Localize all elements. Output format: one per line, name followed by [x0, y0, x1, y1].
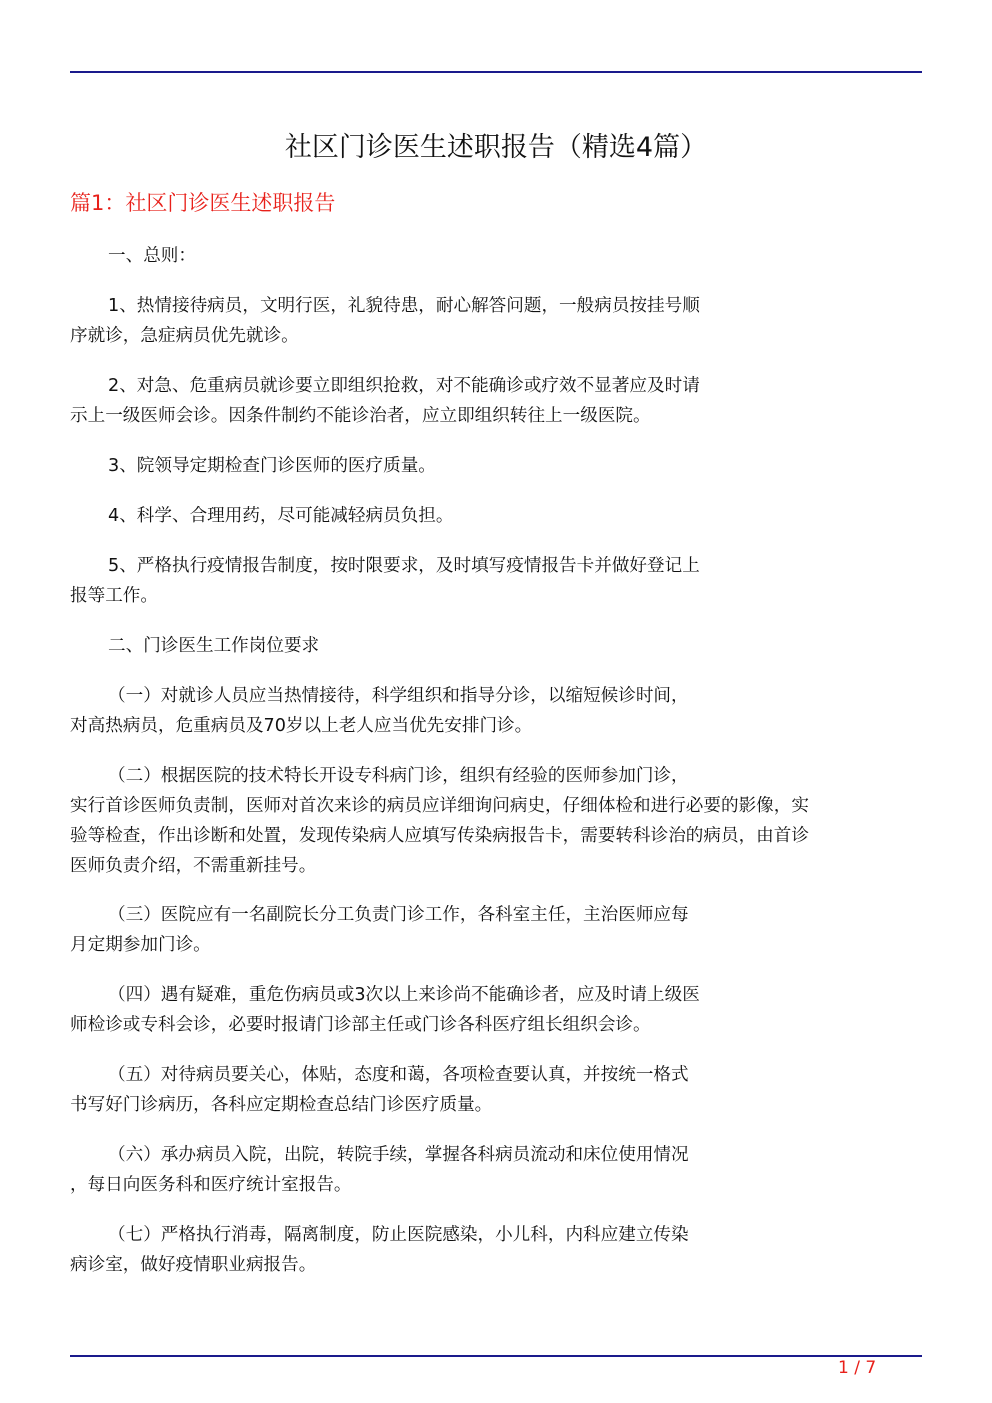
paragraph-line: 1、热情接待病员，文明行医，礼貌待患，耐心解答问题，一般病员按挂号顺	[108, 296, 700, 316]
paragraph	[70, 631, 930, 661]
paragraph-line: 师检诊或专科会诊，必要时报请门诊部主任或门诊各科医疗组长组织会诊。	[70, 1015, 651, 1035]
paragraph	[70, 1060, 930, 1120]
paragraph-line: 病诊室，做好疫情职业病报告。	[70, 1255, 317, 1275]
paragraph-line: 5、严格执行疫情报告制度，按时限要求，及时填写疫情报告卡并做好登记上	[108, 556, 700, 576]
paragraph-line: 医师负责介绍，不需重新挂号。	[70, 856, 317, 876]
paragraph-line: 书写好门诊病历，各科应定期检查总结门诊医疗质量。	[70, 1095, 493, 1115]
paragraph-line: （七）严格执行消毒，隔离制度，防止医院感染，小儿科，内科应建立传染	[108, 1225, 689, 1245]
paragraph-line: 二、门诊医生工作岗位要求	[108, 636, 320, 656]
paragraph-line: 3、院领导定期检查门诊医师的医疗质量。	[108, 456, 436, 476]
paragraph	[70, 980, 930, 1040]
paragraph-line: 报等工作。	[70, 586, 158, 606]
header-rule	[70, 71, 922, 73]
paragraph-line: 实行首诊医师负责制，医师对首次来诊的病员应详细询问病史，仔细体检和进行必要的影像，实	[70, 796, 809, 816]
paragraph-line: （四）遇有疑难，重危伤病员或3次以上来诊尚不能确诊者，应及时请上级医	[108, 985, 700, 1005]
paragraph-line: （五）对待病员要关心，体贴，态度和蔼，各项检查要认真，并按统一格式	[108, 1065, 689, 1085]
paragraph	[70, 681, 930, 741]
document-title: 社区门诊医生述职报告（精选4篇）	[284, 132, 708, 163]
paragraph	[70, 451, 930, 481]
paragraph	[70, 551, 930, 611]
paragraph-line: 月定期参加门诊。	[70, 935, 211, 955]
paragraph	[70, 1220, 930, 1280]
paragraph-line: （三）医院应有一名副院长分工负责门诊工作，各科室主任，主治医师应每	[108, 905, 689, 925]
paragraph	[70, 371, 930, 431]
paragraph	[70, 291, 930, 351]
footer-rule	[70, 1355, 922, 1357]
paragraph-line: 2、对急、危重病员就诊要立即组织抢救，对不能确诊或疗效不显著应及时请	[108, 376, 700, 396]
page-number: 1 / 7	[838, 1358, 877, 1378]
paragraph	[70, 761, 930, 881]
paragraph	[70, 241, 930, 271]
paragraph-line: ，每日向医务科和医疗统计室报告。	[70, 1175, 352, 1195]
paragraph-line: 一、总则：	[108, 246, 196, 266]
paragraph-line: 验等检查，作出诊断和处置，发现传染病人应填写传染病报告卡，需要转科诊治的病员，由首诊	[70, 826, 809, 846]
paragraph	[70, 501, 930, 531]
section-heading: 篇1：社区门诊医生述职报告	[70, 191, 336, 215]
paragraph-line: 4、科学、合理用药，尽可能减轻病员负担。	[108, 506, 454, 526]
paragraph	[70, 1140, 930, 1200]
paragraph-line: 序就诊，急症病员优先就诊。	[70, 326, 299, 346]
paragraph-line: 示上一级医师会诊。因条件制约不能诊治者，应立即组织转往上一级医院。	[70, 406, 651, 426]
paragraph-line: （二）根据医院的技术特长开设专科病门诊，组织有经验的医师参加门诊，	[108, 766, 689, 786]
paragraph-line: 对高热病员，危重病员及70岁以上老人应当优先安排门诊。	[70, 716, 533, 736]
paragraph	[70, 900, 930, 960]
paragraph-line: （一）对就诊人员应当热情接待，科学组织和指导分诊，以缩短候诊时间，	[108, 686, 689, 706]
paragraph-line: （六）承办病员入院，出院，转院手续，掌握各科病员流动和床位使用情况	[108, 1145, 689, 1165]
